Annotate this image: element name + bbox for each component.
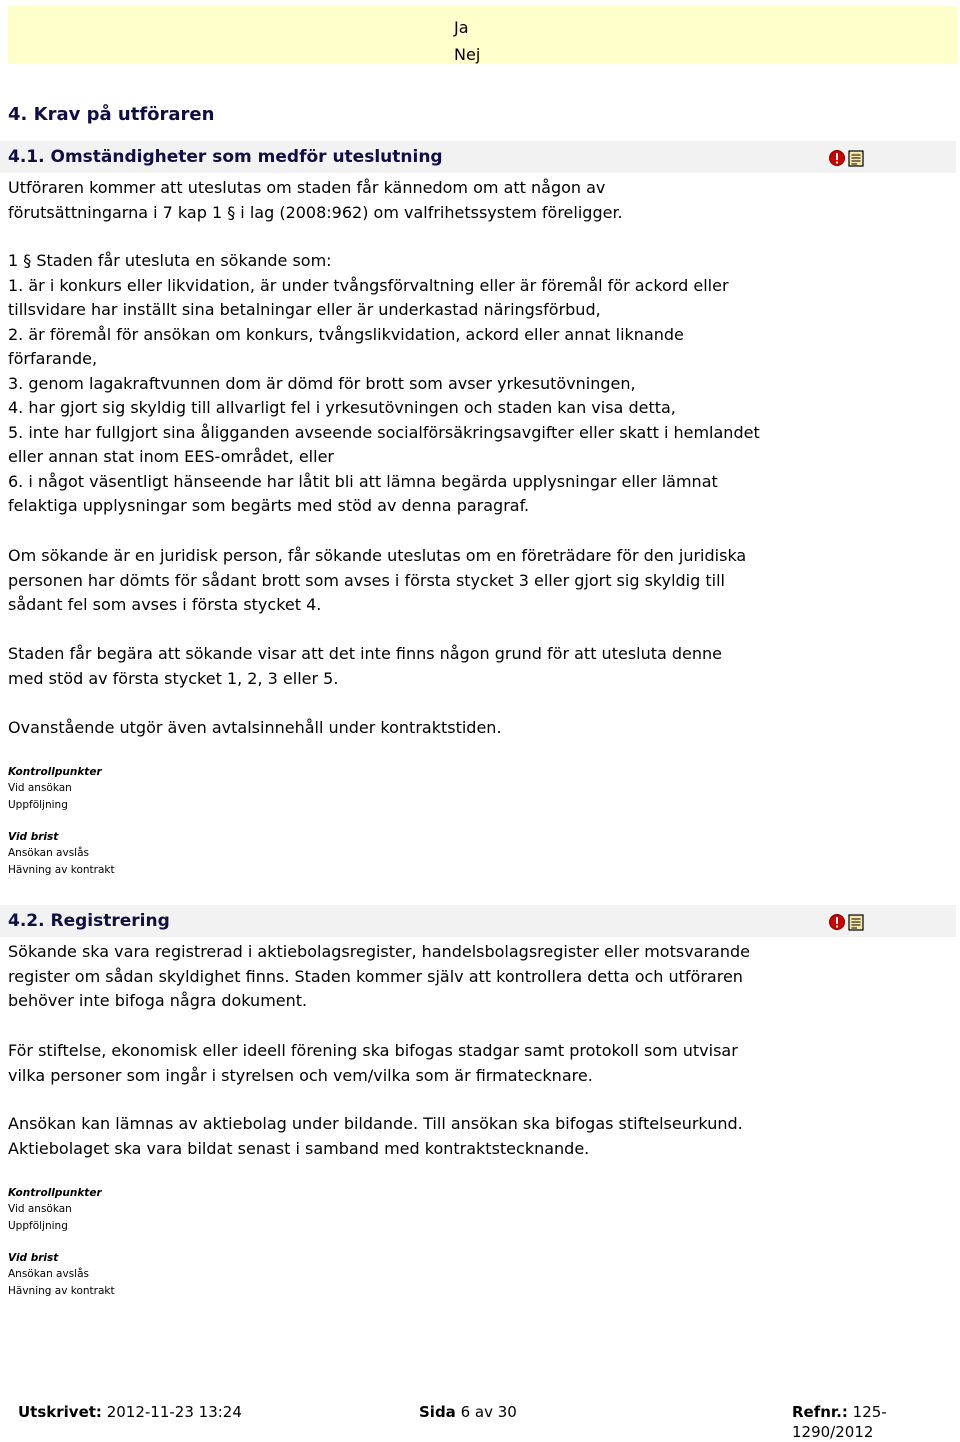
requirement-alert-icon[interactable]: [828, 913, 866, 931]
requirement-alert-icon[interactable]: [828, 149, 866, 167]
footer-ref: [792, 1402, 960, 1442]
vid-brist-block: Vid brist Ansökan avslås Hävning av kontrakt: [8, 831, 115, 876]
footer-ref-label: Refnr.:: [792, 1403, 848, 1421]
answer-options-box: [8, 6, 958, 64]
kontrollpunkter-block: Kontrollpunkter Vid ansökan Uppföljning: [8, 766, 102, 811]
subsection-header-4-2: [0, 905, 956, 937]
answer-option-ja[interactable]: Ja: [454, 18, 469, 37]
subsection-title: 4.2. Registrering: [8, 911, 170, 931]
paragraph: Utföraren kommer att uteslutas om staden får kännedom om att någon av förutsättningarna i 7 kap 1 § i lag (2008:962) om valfrihetssystem föreligger.: [8, 178, 623, 222]
paragraph: För stiftelse, ekonomisk eller ideell förening ska bifogas stadgar samt protokoll som utvisar vilka personer som ingår i styrelsen och vem/vilka som är firmatecknare.: [8, 1041, 738, 1085]
footer-ref-value: 125-1290/2012: [792, 1403, 887, 1441]
footer-printed-label: Utskrivet:: [18, 1403, 102, 1421]
vid-brist-block: Vid brist Ansökan avslås Hävning av kontrakt: [8, 1252, 115, 1297]
paragraph: Staden får begära att sökande visar att det inte finns någon grund för att utesluta denne med stöd av första stycket 1, 2, 3 eller 5.: [8, 644, 723, 688]
footer-page: [419, 1402, 517, 1422]
footer-printed-value: 2012-11-23 13:24: [106, 1403, 242, 1421]
footer-page-label: Sida: [419, 1403, 456, 1421]
paragraph: Om sökande är en juridisk person, får sökande uteslutas om en företrädare för den juridiska personen har dömts för sådant brott som avses i första stycket 3 eller gjort sig skyldig till sådant fel som avses i första stycket 4.: [8, 546, 747, 614]
subsection-title: 4.1. Omständigheter som medför uteslutning: [8, 147, 443, 167]
exclusion-list: 1 § Staden får utesluta en sökande som: 1. är i konkurs eller likvidation, är under tvångsförvaltning eller är föremål för ackord eller tillsvidare har inställt sina betalningar eller är underkastad näringsförbud, 2. är föremål för ansökan om konkurs, tvångslikvidation, ackord eller annat liknande förfarande, 3. genom lagakraftvunnen dom är dömd för brott som avser yrkesutövningen, 4. har gjort sig skyldig till allvarligt fel i yrkesutövningen och staden kan visa detta, 5. inte har fullgjort sina åligganden avseende socialförsäkringsavgifter eller skatt i hemlandet eller annan stat inom EES-området, eller 6. i något väsentligt hänseende har låtit bli att lämna begärda upplysningar eller lämnat felaktiga upplysningar som begärts med stöd av denna paragraf.: [8, 251, 760, 515]
footer-page-value: 6 av 30: [460, 1403, 517, 1421]
footer-printed: [18, 1402, 242, 1422]
section-title: 4. Krav på utföraren: [8, 104, 215, 125]
paragraph: Sökande ska vara registrerad i aktiebolagsregister, handelsbolagsregister eller motsvarande register om sådan skyldighet finns. Staden kommer själv att kontrollera detta och utföraren behöver inte bifoga några dokument.: [8, 942, 750, 1010]
paragraph: Ansökan kan lämnas av aktiebolag under bildande. Till ansökan ska bifogas stiftelseurkund. Aktiebolaget ska vara bildat senast i samband med kontraktstecknande.: [8, 1114, 743, 1158]
answer-option-nej[interactable]: Nej: [454, 45, 481, 64]
kontrollpunkter-block: Kontrollpunkter Vid ansökan Uppföljning: [8, 1187, 102, 1232]
paragraph: Ovanstående utgör även avtalsinnehåll under kontraktstiden.: [8, 718, 502, 737]
subsection-header-4-1: [0, 141, 956, 173]
